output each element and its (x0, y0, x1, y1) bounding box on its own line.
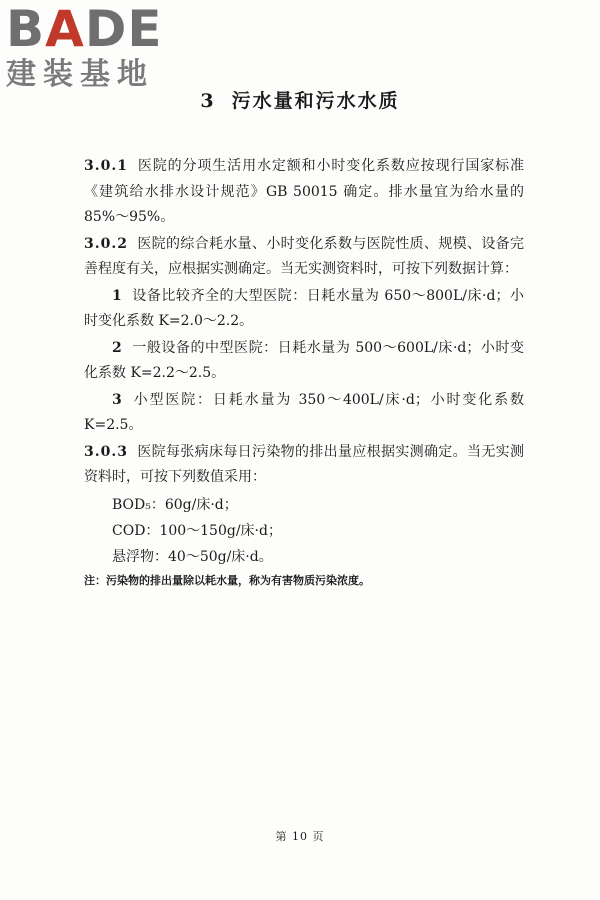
clause-3-0-1 (84, 154, 524, 231)
item-text: 小型医院：日耗水量为 350～400L/床·d；小时变化系数 K=2.5。 (84, 391, 524, 433)
clause-text: 医院每张病床每日污染物的排出量应根据实测确定。当无实测资料时，可按下列数值采用： (84, 443, 524, 485)
list-item (84, 388, 524, 439)
clause-number: 3.0.2 (84, 235, 128, 252)
chapter-number: 3 (200, 90, 216, 112)
metric-suspended-solids: 悬浮物：40～50g/床·d。 (112, 548, 273, 565)
clause-number: 3.0.3 (84, 443, 128, 460)
metric-cod: COD：100～150g/床·d； (112, 522, 282, 539)
chapter-title (0, 86, 600, 113)
item-text: 一般设备的中型医院：日耗水量为 500～600L/床·d；小时变化系数 K=2.2～2.5。 (84, 339, 524, 381)
logo (6, 2, 176, 92)
item-number: 3 (112, 391, 122, 408)
item-number: 1 (112, 287, 122, 304)
list-item (84, 336, 524, 387)
chapter-title-text: 污水量和污水水质 (231, 90, 400, 112)
clause-text: 医院的分项生活用水定额和小时变化系数应按现行国家标准《建筑给水排水设计规范》GB 50015 确定。排水量宜为给水量的 85%～95%。 (84, 158, 524, 225)
page-number: 第 10 页 (275, 830, 325, 843)
logo-brand (6, 2, 176, 56)
metric-bod5: BOD₅：60g/床·d； (112, 496, 238, 513)
clause-3-0-2 (84, 232, 524, 283)
document-body (84, 154, 524, 590)
clause-number: 3.0.1 (84, 158, 128, 174)
logo-accent-letter: A (45, 0, 85, 58)
clause-text: 医院的综合耗水量、小时变化系数与医院性质、规模、设备完善程度有关，应根据实测确定。当无实测资料时，可按下列数据计算： (84, 235, 524, 277)
clause-3-0-3 (84, 440, 524, 491)
item-number: 2 (112, 339, 122, 356)
list-item (84, 284, 524, 335)
item-text: 设备比较齐全的大型医院：日耗水量为 650～800L/床·d；小时变化系数 K=2.0～2.2。 (84, 287, 524, 329)
logo-tagline: 建装基地 (6, 57, 154, 92)
footnote: 注：污染物的排出量除以耗水量，称为有害物质污染浓度。 (84, 573, 370, 587)
logo-brand-text: BADE (6, 0, 163, 58)
